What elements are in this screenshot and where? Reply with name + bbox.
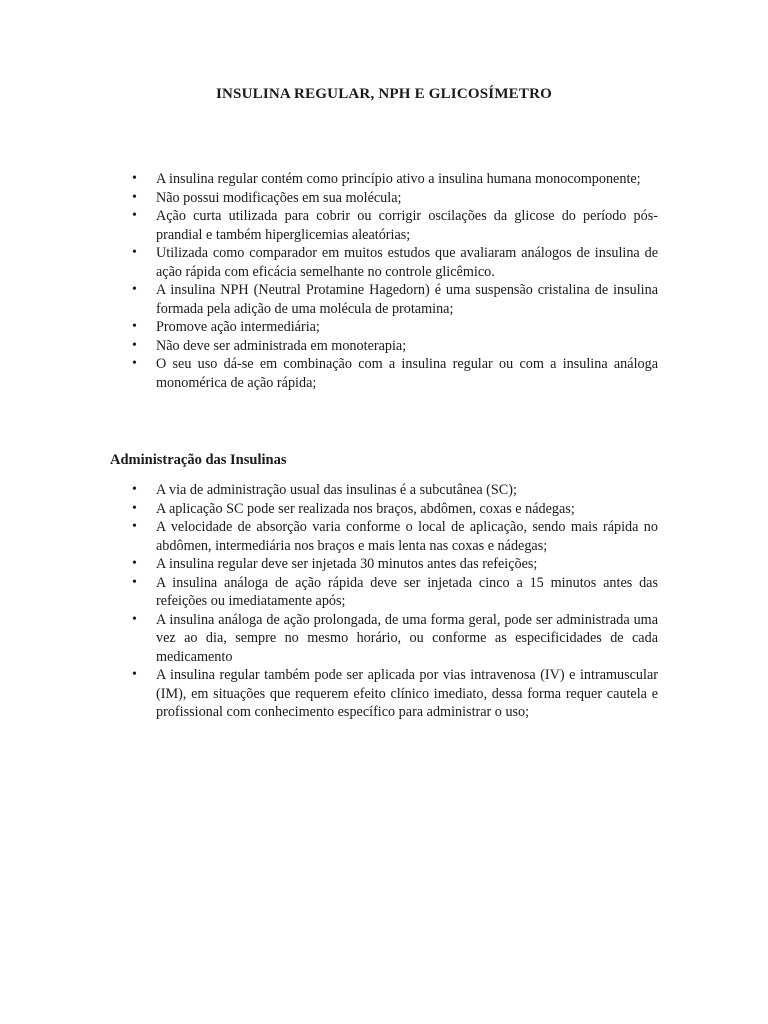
list-item: • A insulina análoga de ação prolongada, de uma forma geral, pode ser administrada uma vez ao dia, sempre no mesmo horário, ou conforme as especificidades de cada medicamento <box>156 611 658 667</box>
insulin-types-list <box>156 170 658 392</box>
list-item: • Não deve ser administrada em monoterapia; <box>156 337 658 356</box>
list-item: • A insulina regular contém como princípio ativo a insulina humana monocomponente; <box>156 170 658 189</box>
list-item: • Ação curta utilizada para cobrir ou corrigir oscilações da glicose do período pós-prandial e também hiperglicemias aleatórias; <box>156 207 658 244</box>
list-item: • A velocidade de absorção varia conforme o local de aplicação, sendo mais rápida no abdômen, intermediária nos braços e mais lenta nas coxas e nádegas; <box>156 518 658 555</box>
section-heading: Administração das Insulinas <box>110 452 287 468</box>
list-item: • Não possui modificações em sua molécula; <box>156 189 658 208</box>
list-item: • A insulina regular também pode ser aplicada por vias intravenosa (IV) e intramuscular (IM), em situações que requerem efeito clínico imediato, dessa forma requer cautela e profissional com conhecimento específico para administrar o uso; <box>156 666 658 722</box>
document-title: INSULINA REGULAR, NPH E GLICOSÍMETRO <box>215 86 552 102</box>
list-item: • Promove ação intermediária; <box>156 318 658 337</box>
list-item: • O seu uso dá-se em combinação com a insulina regular ou com a insulina análoga monomérica de ação rápida; <box>156 355 658 392</box>
list-item: • A insulina NPH (Neutral Protamine Hagedorn) é uma suspensão cristalina de insulina formada pela adição de uma molécula de protamina; <box>156 281 658 318</box>
administration-list <box>156 481 658 722</box>
list-item: • A insulina análoga de ação rápida deve ser injetada cinco a 15 minutos antes das refeições ou imediatamente após; <box>156 574 658 611</box>
list-item: • A aplicação SC pode ser realizada nos braços, abdômen, coxas e nádegas; <box>156 500 658 519</box>
list-item: • A insulina regular deve ser injetada 30 minutos antes das refeições; <box>156 555 658 574</box>
list-item: • Utilizada como comparador em muitos estudos que avaliaram análogos de insulina de ação rápida com eficácia semelhante no controle glicêmico. <box>156 244 658 281</box>
list-item: • A via de administração usual das insulinas é a subcutânea (SC); <box>156 481 658 500</box>
